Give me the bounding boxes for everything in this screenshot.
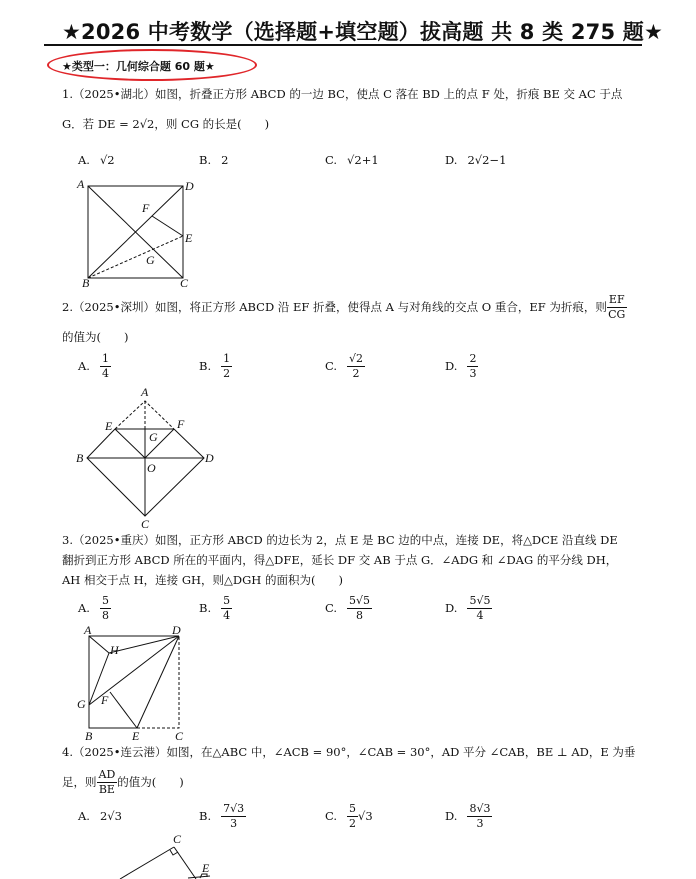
square-sides-dab-be — [89, 636, 179, 728]
question-1-options — [78, 142, 638, 178]
label-a: A — [84, 624, 92, 637]
option-c[interactable]: C. $\frac{5√5}{8}$ — [325, 593, 371, 622]
crease-be — [88, 236, 183, 278]
label-e: E — [105, 419, 113, 433]
option-d[interactable]: D. $\frac{2}{3}$ — [445, 351, 477, 380]
fraction-ad-be: $\frac{AD}{BE}$ — [98, 767, 116, 796]
question-4 — [62, 737, 642, 797]
label-e: E — [132, 729, 140, 742]
label-a: A — [77, 177, 85, 191]
option-d[interactable]: D. $\frac{8√3}{3}$ — [445, 801, 491, 830]
option-b[interactable]: B. $\frac{5}{4}$ — [199, 593, 231, 622]
question-1-line-1 — [62, 79, 642, 109]
question-4-line-1 — [62, 737, 642, 767]
question-3-figure — [74, 624, 189, 742]
segment-ac — [120, 847, 174, 879]
label-b: B — [76, 451, 84, 465]
section-heading: ★类型一：几何综合题 60 题★ — [62, 60, 215, 73]
question-2-line-2: 的值为( ) — [62, 330, 129, 344]
question-3-line-3: AH 相交于点 H，连接 GH，则△DGH 的面积为( ) — [62, 573, 343, 587]
question-number: 4. — [62, 745, 73, 759]
label-c: C — [173, 832, 182, 846]
question-text: 如图，折叠正方形 ABCD 的一边 BC，使点 C 落在 BD 上的点 F 处，折痕 BE 交 AC 于点 — [155, 87, 623, 101]
question-number: 1. — [62, 87, 73, 101]
label-g: G — [149, 430, 158, 444]
label-g: G — [146, 253, 155, 267]
question-2-figure — [74, 384, 219, 530]
label-c: C — [175, 729, 184, 742]
question-2 — [62, 292, 642, 352]
label-f: F — [101, 693, 109, 707]
option-a[interactable]: A. $\frac{1}{4}$ — [78, 351, 109, 380]
option-a[interactable]: A. $\frac{5}{8}$ — [78, 593, 109, 622]
question-4-figure — [110, 830, 230, 879]
segment-eo — [115, 429, 145, 458]
option-b[interactable]: B. 2 — [199, 153, 229, 167]
option-b[interactable]: B. $\frac{7√3}{3}$ — [199, 801, 245, 830]
question-1-figure — [74, 176, 199, 288]
question-3-line-2: 翻折到正方形 ABCD 所在的平面内，得△DFE，延长 DF 交 AB 于点 G．∠ADG 和 ∠DAG 的平分线 DH， — [62, 553, 618, 567]
document-title: ★2026 中考数学（选择题+填空题）拔高题 共 8 类 275 题★ — [62, 20, 664, 44]
question-text: 如图，在△ABC 中，∠ACB = 90°，∠CAB = 30°，AD 平分 ∠CAB，BE ⊥ AD，E 为垂 — [166, 745, 636, 759]
segment-cb — [174, 847, 196, 879]
question-1-line-2: G．若 DE = 2√2，则 CG 的长是( ) — [62, 117, 270, 131]
label-f: F — [142, 201, 150, 215]
title-underline — [44, 44, 642, 46]
option-d[interactable]: D. 2√2−1 — [445, 153, 507, 167]
question-2-line-1 — [62, 292, 642, 322]
option-a[interactable]: A. 2√3 — [78, 809, 122, 823]
label-d: D — [205, 451, 214, 465]
question-source: （2025•深圳） — [72, 300, 156, 314]
option-d[interactable]: D. $\frac{5√5}{4}$ — [445, 593, 491, 622]
label-b: B — [85, 729, 93, 742]
option-a[interactable]: A. √2 — [78, 153, 115, 167]
option-c[interactable]: C. √2+1 — [325, 153, 379, 167]
question-3 — [62, 530, 642, 590]
label-b: B — [82, 276, 90, 288]
label-h: H — [110, 643, 119, 657]
question-number: 3. — [62, 533, 73, 547]
question-4-line-2: 足，则 $\frac{AD}{BE}$ 的值为( ) — [62, 767, 184, 796]
segment-de — [137, 636, 179, 728]
question-source: （2025•连云港） — [72, 745, 167, 759]
fraction-ef-cg: $\frac{EF}{CG}$ — [608, 292, 626, 321]
question-3-options — [78, 590, 638, 626]
question-1 — [62, 79, 642, 139]
label-a: A — [141, 385, 149, 399]
fold-lines-ae-af — [115, 401, 174, 429]
segment-ah — [89, 636, 109, 653]
question-text: 如图，正方形 ABCD 的边长为 2，点 E 是 BC 边的中点，连接 DE，将△DCE 沿直线 DE — [155, 533, 618, 547]
label-e: E — [202, 861, 210, 875]
label-o: O — [147, 461, 156, 475]
label-e: E — [185, 231, 193, 245]
segment-fe — [152, 216, 183, 236]
label-f: F — [177, 417, 185, 431]
option-c[interactable]: C. $\frac{√2}{2}$ — [325, 351, 364, 380]
question-number: 2. — [62, 300, 73, 314]
label-g: G — [77, 697, 86, 711]
label-c: C — [141, 517, 150, 530]
question-source: （2025•湖北） — [72, 87, 156, 101]
question-4-options — [78, 798, 638, 834]
segment-fe — [110, 692, 137, 728]
option-b[interactable]: B. $\frac{1}{2}$ — [199, 351, 231, 380]
question-3-line-1 — [62, 530, 642, 550]
label-c: C — [180, 276, 189, 288]
question-text: 如图，将正方形 ABCD 沿 EF 折叠，使得点 A 与对角线的交点 O 重合，EF 为折痕，则 — [155, 300, 607, 314]
question-source: （2025•重庆） — [72, 533, 156, 547]
question-2-options — [78, 348, 638, 384]
label-d: D — [185, 179, 194, 193]
option-c[interactable]: C. $\frac{5}{2}$ √3 — [325, 801, 373, 830]
label-d: D — [172, 624, 181, 637]
